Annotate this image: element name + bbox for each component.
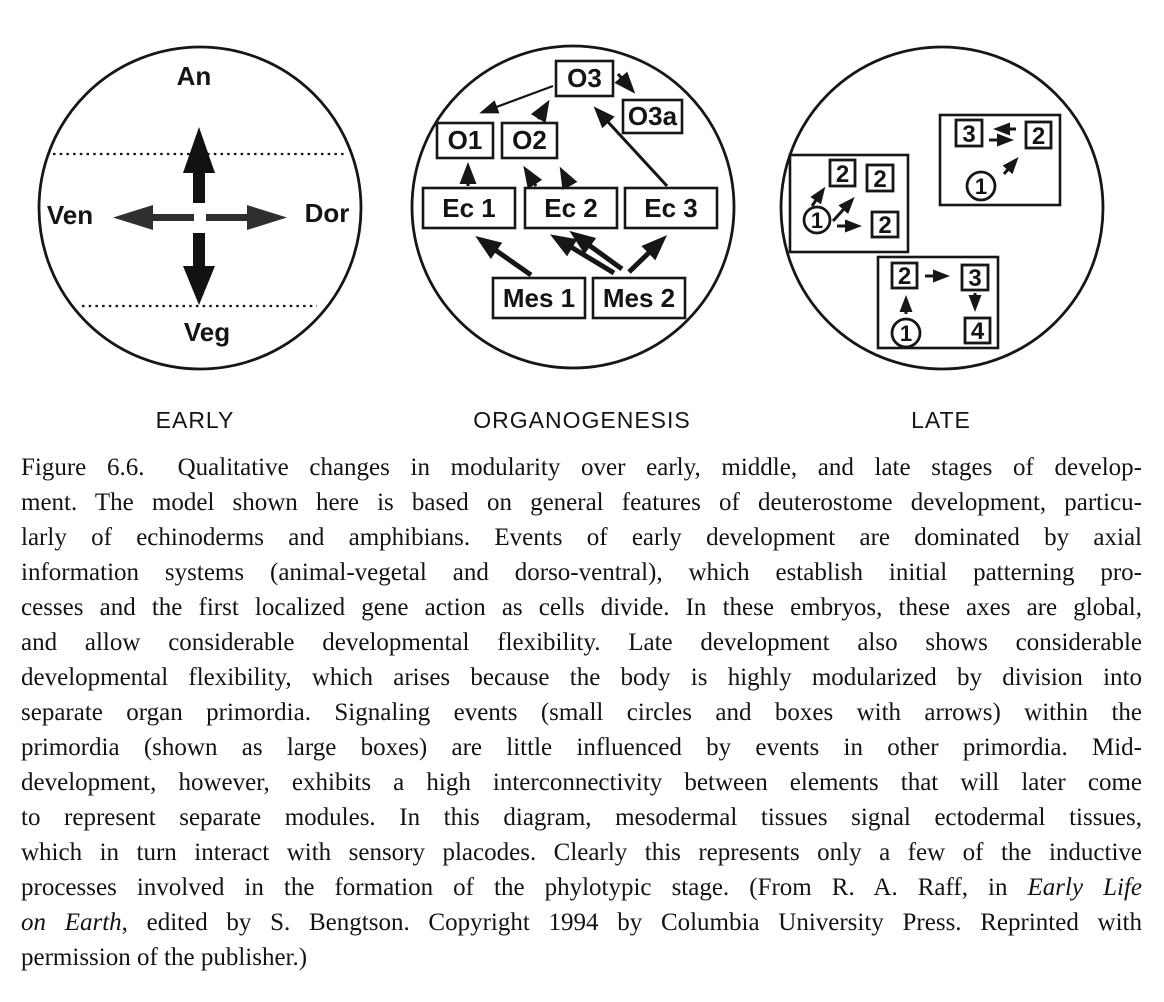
caption-line: [21, 765, 1142, 800]
box-o1: [437, 123, 493, 158]
arrow-o3-to-o3a: [618, 74, 632, 90]
axis-arrow-right-icon: [206, 205, 287, 230]
caption-line: [21, 590, 1142, 625]
caption-line: [21, 555, 1142, 590]
caption-line: [21, 835, 1142, 870]
panel-early: [39, 47, 361, 369]
caption-text: larly of echinoderms and amphibians. Events of early development are dominated by axial: [21, 524, 1142, 551]
unit-label: 2: [873, 166, 887, 193]
caption-text: ment. The model shown here is based on general features of deuterostome development, particu-: [21, 489, 1142, 516]
box-o2-label: O2: [512, 125, 547, 155]
arrow-mes2-to-ec3: [629, 240, 662, 272]
arrow-ec2-to-o2-left: [526, 170, 536, 186]
arrow-1-to-2a: [812, 190, 823, 206]
unit-label: 1: [974, 174, 988, 199]
panel-organogenesis: [412, 46, 734, 368]
caption-text: which in turn interact with sensory placodes. Clearly this represents only a few of the inductive: [21, 839, 1142, 866]
box-ec2: [525, 188, 617, 228]
primordium-box-2: [940, 115, 1060, 205]
caption-line: [21, 870, 1142, 905]
arrow-1-to-2: [1004, 160, 1016, 174]
caption-text: and allow considerable developmental flexibility. Late development also shows considerable: [21, 629, 1142, 656]
caption-text-italic: on Earth: [21, 909, 122, 936]
axis-label-animal: An: [176, 61, 212, 91]
caption-line: [21, 940, 1142, 975]
axis-arrow-up-icon: [183, 127, 215, 203]
caption-line: [21, 800, 1142, 835]
primordium-box-1: [790, 155, 908, 252]
box-o3: [556, 61, 613, 96]
caption-text: development, however, exhibits a high interconnectivity between elements that will later come: [21, 769, 1142, 796]
box-o3-label: O3: [567, 63, 602, 93]
box-ec1: [423, 188, 515, 228]
caption-text: information systems (animal-vegetal and dorso-ventral), which establish initial patterning pro-: [21, 559, 1142, 586]
caption-text: Figure 6.6. Qualitative changes in modularity over early, middle, and late stages of develop-: [21, 454, 1142, 481]
box-mes1: [493, 278, 585, 318]
unit-label: 3: [962, 121, 976, 148]
arrow-o2-to-o3: [538, 104, 547, 119]
unit-label: 2: [1031, 123, 1046, 150]
unit-label: 2: [878, 212, 892, 239]
figure-diagram: [0, 0, 1164, 442]
unit-label: 4: [970, 318, 985, 345]
arrow-ec2-to-o2-right: [562, 171, 570, 186]
caption-line: [21, 905, 1142, 940]
box-mes2: [593, 278, 685, 318]
stage-label-late: LATE: [911, 407, 971, 433]
unit-label: 2: [835, 161, 850, 188]
box-o2: [502, 123, 557, 158]
box-ec3: [625, 188, 717, 228]
caption-line: [21, 695, 1142, 730]
panel-late: [781, 47, 1103, 369]
caption-text: to represent separate modules. In this diagram, mesodermal tissues signal ectodermal tissues,: [21, 804, 1142, 831]
arrow-o3-to-o1: [483, 86, 553, 112]
caption-line: [21, 485, 1142, 520]
caption-text-italic: Early Life: [1027, 874, 1143, 901]
caption-text: , edited by S. Bengtson. Copyright 1994 by Columbia University Press. Reprinted with: [121, 909, 1142, 936]
axis-label-ventral: Ven: [46, 200, 94, 230]
unit-label: 2: [897, 263, 912, 290]
arrow-1-to-2b: [833, 200, 852, 221]
unit-label: 1: [810, 208, 824, 233]
box-mes2-label: Mes 2: [602, 283, 676, 313]
box-ec3-label: Ec 3: [644, 193, 698, 223]
embryo-circle-late: [781, 47, 1103, 369]
unit-label: 3: [968, 265, 982, 292]
box-ec1-label: Ec 1: [442, 193, 496, 223]
caption-text: developmental flexibility, which arises because the body is highly modularized by division into: [21, 664, 1142, 691]
caption-line: [21, 730, 1142, 765]
caption-text: primordia (shown as large boxes) are little influenced by events in other primordia. Mid-: [21, 734, 1142, 761]
caption-line: [21, 450, 1142, 485]
arrow-mes1-to-ec1: [481, 240, 531, 275]
primordium-box-3: [878, 257, 998, 348]
caption-text: cesses and the first localized gene action as cells divide. In these embryos, these axes are global,: [21, 594, 1142, 621]
box-o3a: [623, 100, 682, 133]
stage-label-organogenesis: ORGANOGENESIS: [473, 407, 691, 433]
figure-caption: [21, 450, 1142, 975]
caption-text: processes involved in the formation of the phylotypic stage. (From R. A. Raff, in: [21, 874, 1028, 901]
caption-text: separate organ primordia. Signaling events (small circles and boxes with arrows) within the: [21, 699, 1142, 726]
unit-label: 1: [899, 321, 913, 346]
box-o3a-label: O3a: [627, 101, 678, 131]
axis-arrow-left-icon: [113, 205, 194, 230]
box-ec2-label: Ec 2: [544, 193, 598, 223]
caption-line: [21, 625, 1142, 660]
stage-label-early: EARLY: [155, 407, 235, 433]
box-o1-label: O1: [447, 125, 483, 155]
caption-text: permission of the publisher.): [21, 944, 308, 971]
axis-arrow-down-icon: [183, 233, 215, 305]
axis-label-dorsal: Dor: [304, 198, 350, 228]
caption-line: [21, 660, 1142, 695]
caption-line: [21, 520, 1142, 555]
axis-label-vegetal: Veg: [183, 317, 231, 347]
box-mes1-label: Mes 1: [502, 283, 576, 313]
